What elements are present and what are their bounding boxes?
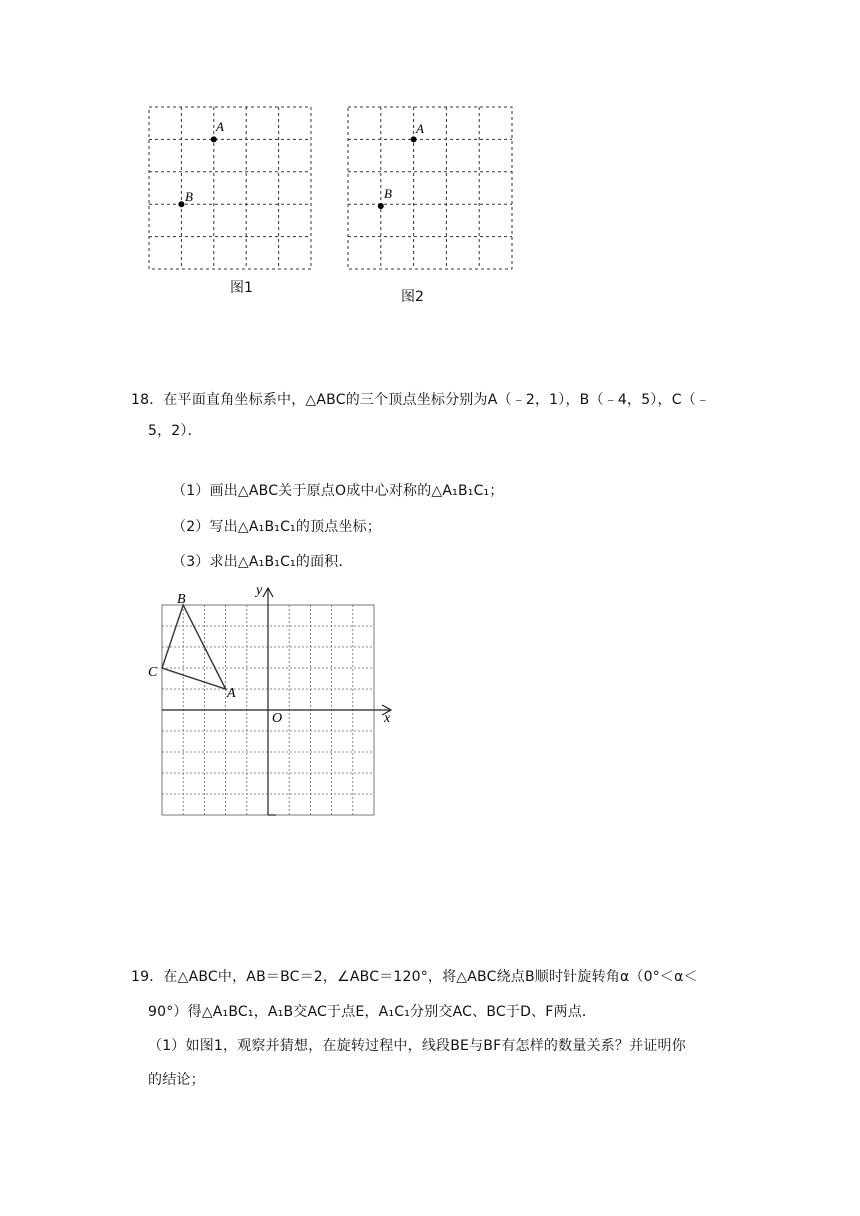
q18-subquestion-3: （3）求出△A₁B₁C₁的面积．	[172, 554, 353, 570]
q19-subquestion-1-cont: 的结论；	[148, 1072, 205, 1088]
point-label-c: C	[148, 665, 158, 680]
axis-label-x: x	[384, 711, 391, 726]
point-label-b: B	[177, 592, 186, 607]
q19-subquestion-1: （1）如图1，观察并猜想，在旋转过程中，线段BE与BF有怎样的数量关系？并证明你	[148, 1038, 686, 1054]
fig1-label-a: A	[216, 119, 224, 134]
q19-stem-line2: 90°）得△A₁BC₁，A₁B交AC于点E，A₁C₁分别交AC、BC于D、F两点．	[148, 1004, 597, 1020]
fig1-grid	[149, 107, 311, 269]
fig2-grid	[348, 107, 512, 269]
q18-stem-line2: 5，2）．	[148, 423, 202, 439]
fig1-point-a	[211, 136, 217, 142]
fig1-label-b: B	[185, 189, 193, 204]
fig2-label-b: B	[384, 186, 392, 201]
fig2-point-a	[411, 136, 417, 142]
fig1-point-b	[178, 201, 184, 207]
q18-subquestion-2: （2）写出△A₁B₁C₁的顶点坐标；	[172, 519, 382, 535]
fig1-caption: 图1	[230, 280, 253, 296]
q19-stem-line1: 19．在△ABC中，AB＝BC＝2，∠ABC＝120°，将△ABC绕点B顺时针旋转角α（0°＜α＜	[131, 969, 698, 985]
point-label-a: A	[227, 686, 236, 701]
fig2-caption: 图2	[401, 289, 424, 305]
origin-label: O	[272, 711, 283, 726]
q18-subquestion-1: （1）画出△ABC关于原点O成中心对称的△A₁B₁C₁；	[172, 483, 504, 499]
fig2-point-b	[378, 203, 384, 209]
fig2-label-a: A	[416, 121, 424, 136]
q18-stem-line1: 18．在平面直角坐标系中，△ABC的三个顶点坐标分别为A（﹣2，1），B（﹣4，5），C（﹣	[131, 392, 711, 408]
axis-label-y: y	[256, 583, 263, 598]
